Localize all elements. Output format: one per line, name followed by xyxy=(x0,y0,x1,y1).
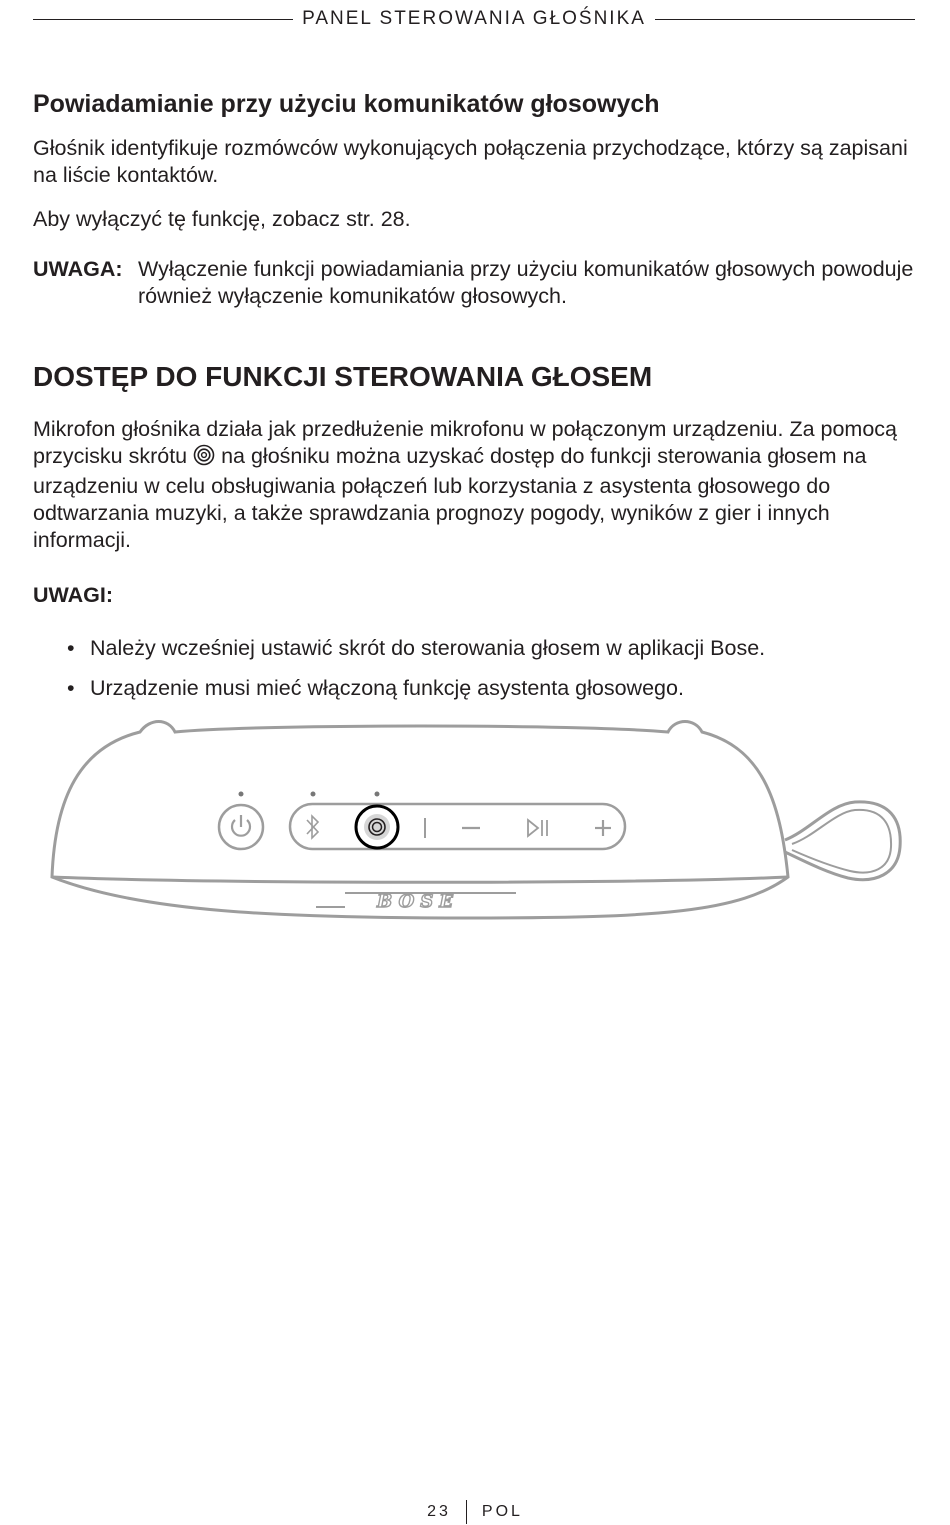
page-header xyxy=(33,7,915,31)
list-item-text: Urządzenie musi mieć włączoną funkcję asystenta głosowego. xyxy=(90,676,684,700)
paragraph-voice-control xyxy=(33,416,918,554)
paragraph-text-part2: na głośniku można uzyskać dostęp do funkcji sterowania głosem na urządzeniu w celu obsługiwania połączeń lub korzystania z asystenta głosowego do odtwarzania muzyki, a także sprawdzania prognozy pogody, wyników z gier i innych informacji. xyxy=(33,444,867,552)
section-heading-voice-control: DOSTĘP DO FUNKCJI STEROWANIA GŁOSEM xyxy=(33,361,653,392)
paragraph-text-part1: Mikrofon głośnika działa jak przedłużenie mikrofonu w połączonym urządzeniu. Za pomocą przycisku skrótu xyxy=(33,417,898,468)
header-rule-right xyxy=(655,19,915,20)
power-indicator-dot xyxy=(239,792,244,797)
shortcut-button-icon xyxy=(356,806,398,848)
list-item-text: Należy wcześniej ustawić skrót do sterowania głosem w aplikacji Bose. xyxy=(90,636,766,660)
bullet-icon: • xyxy=(67,676,75,700)
brand-logo: BOSE xyxy=(377,891,459,912)
shortcut-indicator-dot xyxy=(375,792,380,797)
paragraph-caller-id: Głośnik identyfikuje rozmówców wykonujących połączenia przychodzące, którzy są zapisani na liście kontaktów. xyxy=(33,136,908,187)
page-number: 23 xyxy=(427,1503,451,1520)
notes-list xyxy=(33,635,918,702)
list-item xyxy=(33,675,918,702)
speaker-body xyxy=(52,722,788,919)
list-item xyxy=(33,635,918,662)
section-heading-voice-notification: Powiadamianie przy użyciu komunikatów głosowych xyxy=(33,90,660,118)
language-code: POL xyxy=(481,1503,523,1520)
shortcut-icon xyxy=(193,444,215,473)
footer-separator xyxy=(466,1500,467,1524)
header-rule-left xyxy=(33,19,293,20)
bullet-icon: • xyxy=(67,636,75,660)
speaker-illustration xyxy=(40,712,910,927)
page-footer xyxy=(0,1500,950,1524)
header-title: PANEL STEROWANIA GŁOŚNIKA xyxy=(302,8,646,29)
page-content xyxy=(33,88,918,715)
note-text: Wyłączenie funkcji powiadamiania przy użyciu komunikatów głosowych powoduje również wyłączenie komunikatów głosowych. xyxy=(138,257,914,308)
note-block xyxy=(33,256,918,310)
notes-label: UWAGI: xyxy=(33,583,114,607)
paragraph-disable-reference: Aby wyłączyć tę funkcję, zobacz str. 28. xyxy=(33,207,411,231)
note-label: UWAGA: xyxy=(33,257,123,281)
bluetooth-indicator-dot xyxy=(311,792,316,797)
